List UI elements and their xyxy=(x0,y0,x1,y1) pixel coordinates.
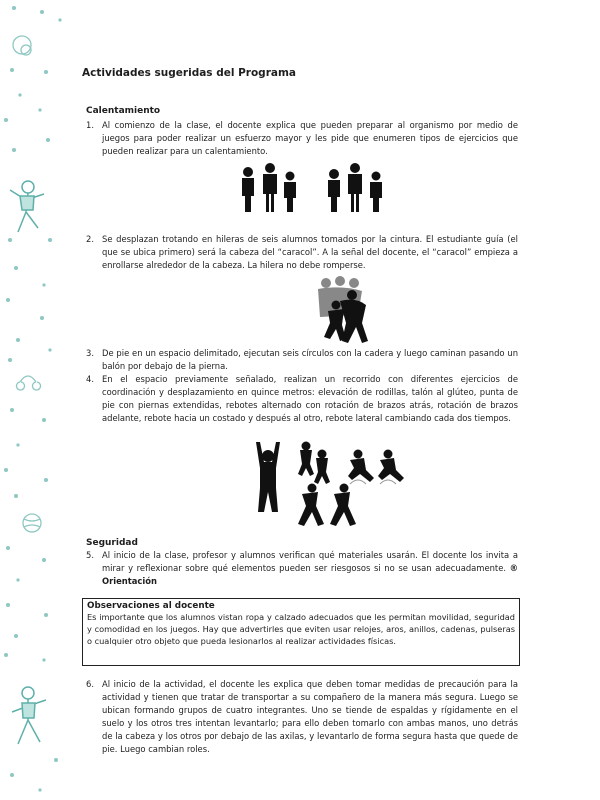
exercise-silhouettes-illustration xyxy=(254,440,404,532)
safety-heading: Seguridad xyxy=(86,538,138,548)
running-group-illustration xyxy=(312,275,374,345)
teacher-observations-box xyxy=(82,598,520,666)
list-item: 2. Se desplazan trotando en hileras de seis alumnos tomados por la cintura. El estudiante guía (el que se ubica primero) será la cabeza del “caracol”. A la señal del docente, el “caracol” empieza a enrollarse alrededor de la cabeza. La hilera no debe romperse. xyxy=(86,234,518,270)
decorative-border xyxy=(0,0,70,800)
list-item: 3. De pie en un espacio delimitado, ejecutan seis círculos con la cadera y luego caminan pasando un balón por debajo de la pierna. xyxy=(86,348,518,371)
observations-title: Observaciones al docente xyxy=(87,601,215,611)
page-title: Actividades sugeridas del Programa xyxy=(82,67,296,79)
list-item: 1. Al comienzo de la clase, el docente explica que pueden preparar al organismo por medio de juegos para poder realizar un esfuerzo mayor y les pide que enumeren tipos de ejercicios que pueden realizar para un calentamiento. xyxy=(86,120,518,156)
orientation-reference: ® Orientación xyxy=(102,563,518,586)
warmup-heading: Calentamiento xyxy=(86,106,161,116)
standing-children-illustration xyxy=(238,162,388,220)
list-item: 4. En el espacio previamente señalado, realizan un recorrido con diferentes ejercicios de coordinación y desplazamiento en quince metros: elevación de rodillas, talón al glúteo, punta de pie con piernas extendidas, rebotes alternado con rotación de brazos atrás, rotación de brazos adelante, rebote hacia un costado y después al otro, rebote lateral cambiando cada dos tiempos. xyxy=(86,374,518,423)
list-item: 6. Al inicio de la actividad, el docente les explica que deben tomar medidas de precaución para la actividad y tienen que tratar de transportar a su compañero de la manera más segura. Luego se ubican formando grupos de cuatro integrantes. Uno se tiende de espaldas y rígidamente en el suelo y los otros tres intentan levantarlo; para ello deben tomarlo con ambas manos, uno detrás de la cabeza y los otros por debajo de las axilas, y levantarlo de forma segura hasta que quede de pie. Luego cambian roles. xyxy=(86,679,518,754)
list-item: 5. Al inicio de la clase, profesor y alumnos verifican qué materiales usarán. El docente los invita a mirar y reflexionar sobre qué elementos pueden ser riesgosos si no se usan adecuadamente. ® Orientación xyxy=(86,550,518,586)
observations-body: Es importante que los alumnos vistan ropa y calzado adecuados que les permitan movilidad, seguridad y comodidad en los juegos. Hay que advertirles que eviten usar relojes, aros, anillos, cadenas, pulseras o cualquier otro objeto que pueda lesionarlos al realizar actividades físicas. xyxy=(87,612,515,646)
